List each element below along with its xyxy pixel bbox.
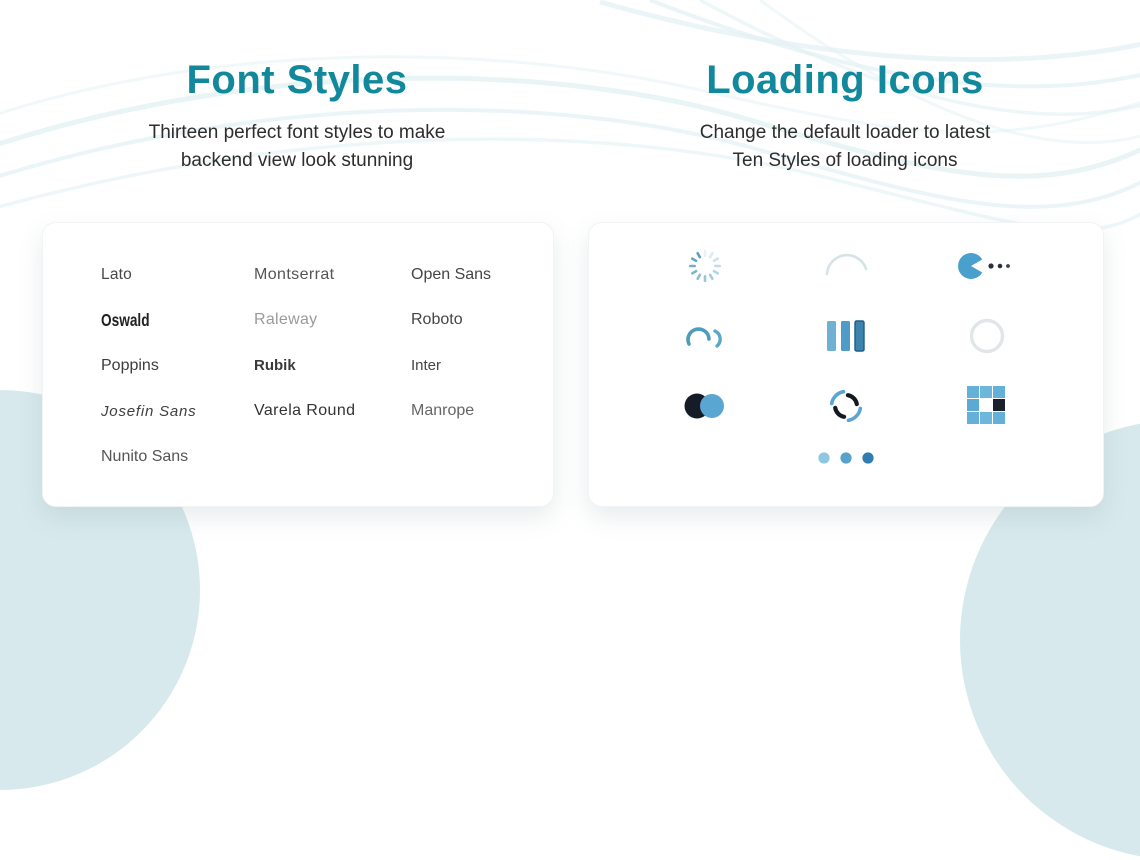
font-styles-subtitle xyxy=(42,119,552,175)
three-dots-loader-icon xyxy=(589,451,1103,465)
font-item-rubik: Rubik xyxy=(254,357,296,375)
font-item-montserrat: Montserrat xyxy=(254,265,335,283)
loading-icons-section-header xyxy=(588,58,1102,175)
loading-icons-subtitle-line1: Change the default loader to latest xyxy=(699,122,991,143)
radial-dots-spinner-icon xyxy=(635,231,776,301)
arc-spinner-icon xyxy=(776,231,917,301)
font-item-raleway: Raleway xyxy=(254,311,318,329)
font-item-inter: Inter xyxy=(411,357,442,375)
font-item-poppins: Poppins xyxy=(101,356,159,374)
font-styles-subtitle-line2: backend view look stunning xyxy=(180,150,414,171)
font-styles-card xyxy=(42,222,554,507)
loading-icons-subtitle-line2: Ten Styles of loading icons xyxy=(732,150,958,171)
dual-ball-loader-icon xyxy=(635,371,776,441)
font-item-josefin-sans: Josefin Sans xyxy=(101,402,197,420)
font-item-manrope: Manrope xyxy=(411,402,475,420)
font-styles-section-header xyxy=(42,58,552,175)
loading-icons-card xyxy=(588,222,1104,507)
square-grid-loader-icon xyxy=(916,371,1057,441)
font-list xyxy=(43,223,553,480)
loading-icons-title: Loading Icons xyxy=(706,58,984,102)
pacman-loader-icon xyxy=(916,231,1057,301)
font-item-oswald: Oswald xyxy=(101,309,150,330)
loader-icon-grid xyxy=(589,223,1103,441)
vertical-bars-loader-icon xyxy=(776,301,917,371)
font-item-nunito-sans: Nunito Sans xyxy=(101,447,189,465)
font-styles-subtitle-line1: Thirteen perfect font styles to make xyxy=(148,122,446,143)
ring-spinner-icon xyxy=(916,301,1057,371)
font-item-lato: Lato xyxy=(101,265,132,283)
font-styles-title: Font Styles xyxy=(186,58,408,102)
font-item-varela-round: Varela Round xyxy=(254,402,356,420)
font-item-open-sans: Open Sans xyxy=(411,265,492,283)
font-item-roboto: Roboto xyxy=(411,311,463,329)
loading-icons-subtitle xyxy=(588,119,1102,175)
broken-ring-spinner-icon xyxy=(776,371,917,441)
double-arc-spinner-icon xyxy=(635,301,776,371)
